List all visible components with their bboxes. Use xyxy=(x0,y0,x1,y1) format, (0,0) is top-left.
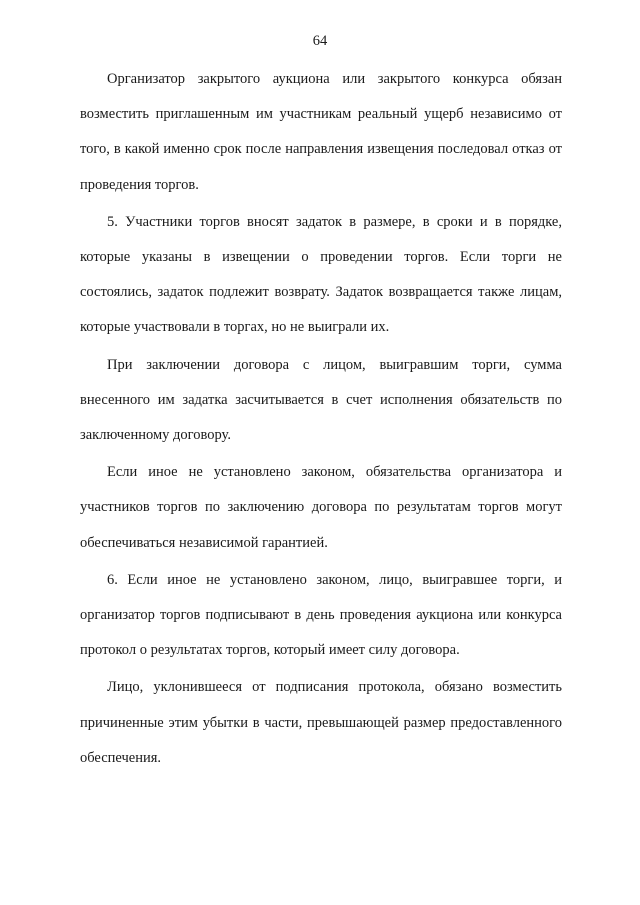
paragraph-deposit-offset: При заключении договора с лицом, выигравшим торги, сумма внесенного им задатка засчитывается в счет исполнения обязательств по заключенному договору. xyxy=(80,356,562,444)
body-text xyxy=(80,62,562,778)
paragraph-deposit-rules: 5. Участники торгов вносят задаток в размере, в сроки и в порядке, которые указаны в извещении о проведении торгов. Если торги не состоялись, задаток подлежит возврату. Задаток возвращается также лицам, которые участвовали в торгах, но не выиграли их. xyxy=(80,213,562,336)
paragraph-organizer-liability: Организатор закрытого аукциона или закрытого конкурса обязан возместить приглашенным им участникам реальный ущерб независимо от того, в какой именно срок после направления извещения последовал отказ от проведения торгов. xyxy=(80,71,562,193)
paragraph-independent-guarantee: Если иное не установлено законом, обязательства организатора и участников торгов по заключению договора по результатам торгов могут обеспечиваться независимой гарантией. xyxy=(80,464,562,551)
paragraph-protocol-evasion: Лицо, уклонившееся от подписания протокола, обязано возместить причиненные этим убытки в части, превышающей размер предоставленного обеспечения. xyxy=(80,679,562,766)
paragraph-auction-protocol: 6. Если иное не установлено законом, лицо, выигравшее торги, и организатор торгов подписывают в день проведения аукциона или конкурса протокол о результатах торгов, который имеет силу договора. xyxy=(80,571,562,659)
page-number: 64 xyxy=(312,33,328,49)
